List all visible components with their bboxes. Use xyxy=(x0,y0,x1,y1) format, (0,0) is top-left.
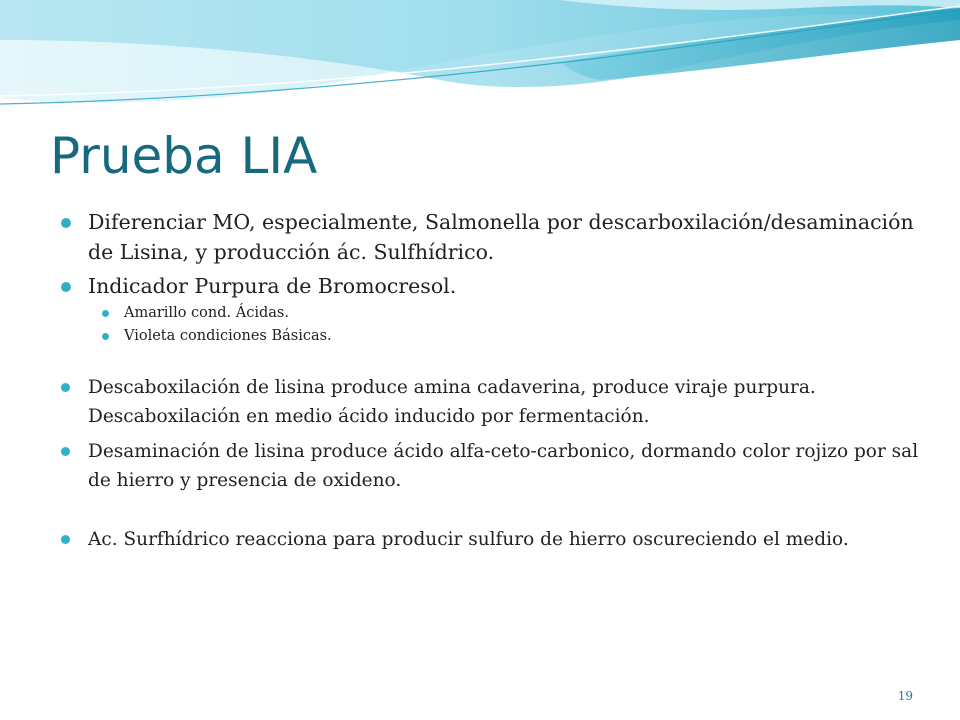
bullet-text: Desaminación de lisina produce ácido alfa-ceto-carbonico, dormando color rojizo por sal de hierro y presencia de oxideno. xyxy=(88,440,919,491)
sub-bullet-text: Violeta condiciones Básicas. xyxy=(124,327,332,344)
bullet-text: Ac. Surfhídrico reacciona para producir sulfuro de hierro oscureciendo el medio. xyxy=(88,528,849,550)
bullet-item xyxy=(60,208,920,267)
bullet-text: Indicador Purpura de Bromocresol. xyxy=(88,274,457,298)
sub-bullet-item xyxy=(60,325,920,348)
bullet-item xyxy=(60,525,920,555)
bullet-dot-icon xyxy=(102,333,109,340)
bullet-item xyxy=(60,437,920,496)
bullet-dot-icon xyxy=(102,310,109,317)
bullet-dot-icon xyxy=(61,383,70,392)
bullet-text: Descaboxilación de lisina produce amina cadaverina, produce viraje purpura. Descaboxilación en medio ácido inducido por fermentación. xyxy=(88,376,816,427)
page-number: 19 xyxy=(897,689,913,703)
sub-bullet-text: Amarillo cond. Ácidas. xyxy=(124,304,289,321)
sub-bullet-item xyxy=(60,302,920,325)
bullet-dot-icon xyxy=(61,447,70,456)
bullet-item xyxy=(60,272,920,302)
slide-title: Prueba LIA xyxy=(50,127,318,185)
slide-body xyxy=(60,208,920,554)
bullet-text: Diferenciar MO, especialmente, Salmonella por descarboxilación/desaminación de Lisina, y producción ác. Sulfhídrico. xyxy=(88,210,914,264)
bullet-item xyxy=(60,373,920,432)
bullet-dot-icon xyxy=(61,282,71,292)
bullet-dot-icon xyxy=(61,535,70,544)
bullet-dot-icon xyxy=(61,218,71,228)
decorative-wave-header xyxy=(0,0,960,120)
